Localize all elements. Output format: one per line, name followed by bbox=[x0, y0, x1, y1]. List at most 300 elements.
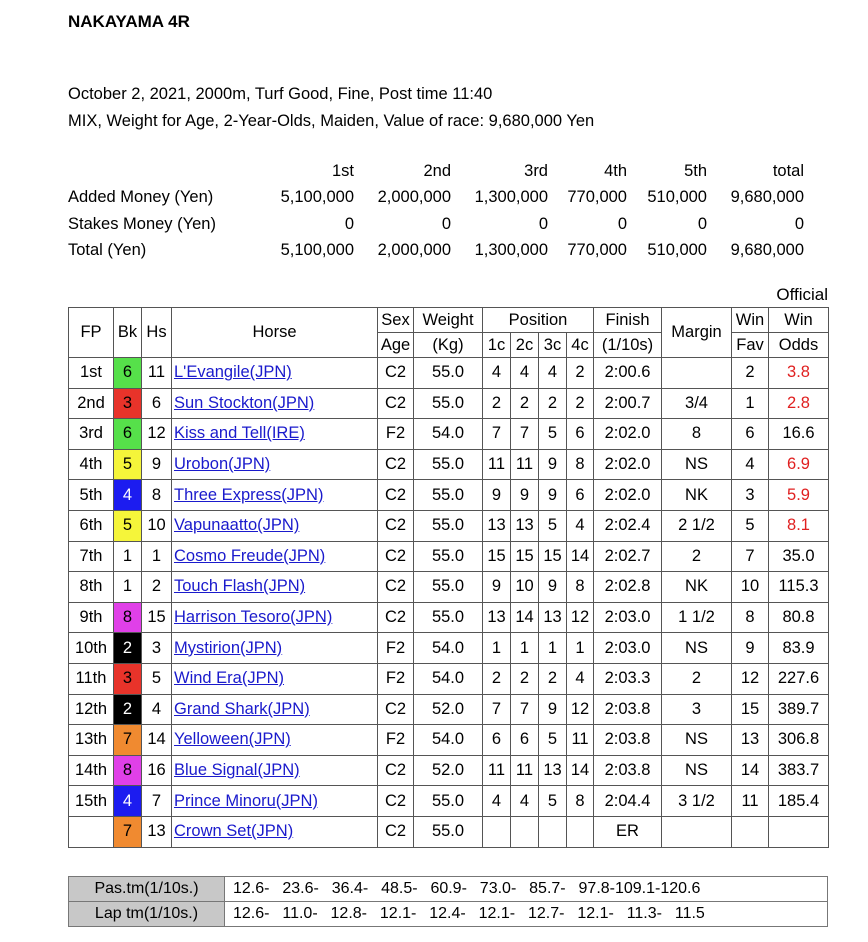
result-row bbox=[69, 694, 829, 725]
cell-finish-time: 2:02.7 bbox=[594, 541, 662, 572]
cell-pos-4c: 12 bbox=[567, 602, 594, 633]
money-row bbox=[68, 238, 804, 265]
cell-horse-number: 11 bbox=[142, 358, 172, 389]
cell-pos-1c: 11 bbox=[483, 449, 511, 480]
header-win-odds: Win bbox=[769, 308, 829, 333]
cell-horse bbox=[172, 725, 378, 756]
horse-link[interactable]: Urobon(JPN) bbox=[174, 455, 271, 474]
result-row bbox=[69, 388, 829, 419]
cell-pos-1c: 9 bbox=[483, 572, 511, 603]
cell-pos-2c: 2 bbox=[511, 663, 539, 694]
money-header: total bbox=[772, 161, 804, 180]
cell-finish-time: 2:03.0 bbox=[594, 633, 662, 664]
money-row-label: Total (Yen) bbox=[68, 241, 147, 260]
cell-win-fav: 7 bbox=[732, 541, 769, 572]
money-value: 5,100,000 bbox=[280, 241, 354, 260]
cell-fp: 8th bbox=[69, 572, 114, 603]
cell-win-odds: 6.9 bbox=[769, 449, 829, 480]
cell-horse bbox=[172, 694, 378, 725]
cell-bracket: 2 bbox=[114, 633, 142, 664]
cell-pos-1c: 6 bbox=[483, 725, 511, 756]
cell-finish-time: 2:02.0 bbox=[594, 449, 662, 480]
money-header: 2nd bbox=[423, 161, 451, 180]
cell-horse bbox=[172, 572, 378, 603]
cell-win-fav: 3 bbox=[732, 480, 769, 511]
money-header: 5th bbox=[684, 161, 707, 180]
cell-win-fav: 15 bbox=[732, 694, 769, 725]
horse-link[interactable]: Grand Shark(JPN) bbox=[174, 699, 310, 718]
cell-weight: 55.0 bbox=[414, 602, 483, 633]
cell-bracket: 5 bbox=[114, 449, 142, 480]
cell-horse-number: 16 bbox=[142, 755, 172, 786]
cell-fp: 5th bbox=[69, 480, 114, 511]
cell-horse bbox=[172, 510, 378, 541]
horse-link[interactable]: Prince Minoru(JPN) bbox=[174, 791, 318, 810]
cell-finish-time: 2:02.8 bbox=[594, 572, 662, 603]
cell-pos-4c: 6 bbox=[567, 480, 594, 511]
cell-horse bbox=[172, 541, 378, 572]
header-1c: 1c bbox=[483, 333, 511, 358]
header-weight: Weight bbox=[414, 308, 483, 333]
cell-margin: 3 bbox=[662, 694, 732, 725]
cell-bracket: 7 bbox=[114, 725, 142, 756]
cell-pos-3c: 13 bbox=[539, 755, 567, 786]
cell-sex-age: C2 bbox=[378, 602, 414, 633]
cell-pos-4c: 4 bbox=[567, 663, 594, 694]
cell-margin: 2 bbox=[662, 541, 732, 572]
cell-pos-4c: 11 bbox=[567, 725, 594, 756]
cell-bracket: 7 bbox=[114, 816, 142, 847]
cell-horse bbox=[172, 480, 378, 511]
cell-win-odds: 3.8 bbox=[769, 358, 829, 389]
header-finish-unit: (1/10s) bbox=[594, 333, 662, 358]
cell-win-fav: 10 bbox=[732, 572, 769, 603]
cell-horse-number: 12 bbox=[142, 419, 172, 450]
cell-win-odds: 383.7 bbox=[769, 755, 829, 786]
cell-bracket: 1 bbox=[114, 572, 142, 603]
cell-win-fav: 14 bbox=[732, 755, 769, 786]
cell-bracket: 2 bbox=[114, 694, 142, 725]
header-odds: Odds bbox=[769, 333, 829, 358]
cell-horse-number: 1 bbox=[142, 541, 172, 572]
header-finish: Finish bbox=[594, 308, 662, 333]
lap-time-values: 12.6- 11.0- 12.8- 12.1- 12.4- 12.1- 12.7- 12.1- 11.3- 11.5 bbox=[225, 902, 828, 927]
cell-weight: 55.0 bbox=[414, 541, 483, 572]
cell-margin: 2 1/2 bbox=[662, 510, 732, 541]
cell-bracket: 3 bbox=[114, 388, 142, 419]
money-value: 2,000,000 bbox=[377, 241, 451, 260]
header-fav: Fav bbox=[732, 333, 769, 358]
pas-time-label: Pas.tm(1/10s.) bbox=[69, 877, 225, 902]
cell-weight: 52.0 bbox=[414, 694, 483, 725]
cell-win-odds: 83.9 bbox=[769, 633, 829, 664]
money-value: 0 bbox=[697, 214, 707, 233]
header-2c: 2c bbox=[511, 333, 539, 358]
cell-pos-1c: 7 bbox=[483, 694, 511, 725]
cell-pos-1c: 11 bbox=[483, 755, 511, 786]
header-horse: Horse bbox=[172, 308, 378, 358]
results-table bbox=[68, 307, 829, 848]
money-value: 0 bbox=[794, 214, 804, 233]
cell-margin: 1 1/2 bbox=[662, 602, 732, 633]
cell-finish-time: 2:02.0 bbox=[594, 419, 662, 450]
cell-pos-4c bbox=[567, 816, 594, 847]
cell-sex-age: C2 bbox=[378, 449, 414, 480]
cell-horse bbox=[172, 419, 378, 450]
cell-win-odds: 2.8 bbox=[769, 388, 829, 419]
cell-weight: 54.0 bbox=[414, 419, 483, 450]
cell-win-fav: 1 bbox=[732, 388, 769, 419]
cell-fp: 1st bbox=[69, 358, 114, 389]
header-margin: Margin bbox=[662, 308, 732, 358]
cell-fp: 14th bbox=[69, 755, 114, 786]
cell-win-odds: 5.9 bbox=[769, 480, 829, 511]
result-row bbox=[69, 572, 829, 603]
result-row bbox=[69, 358, 829, 389]
cell-horse bbox=[172, 449, 378, 480]
cell-margin: 3 1/2 bbox=[662, 786, 732, 817]
cell-win-odds: 115.3 bbox=[769, 572, 829, 603]
cell-margin: NS bbox=[662, 755, 732, 786]
money-value: 0 bbox=[538, 214, 548, 233]
result-row bbox=[69, 786, 829, 817]
cell-pos-1c: 4 bbox=[483, 786, 511, 817]
cell-pos-2c: 11 bbox=[511, 449, 539, 480]
cell-horse bbox=[172, 633, 378, 664]
cell-horse-number: 3 bbox=[142, 633, 172, 664]
cell-win-fav bbox=[732, 816, 769, 847]
money-row bbox=[68, 211, 804, 238]
money-header: 3rd bbox=[524, 161, 548, 180]
cell-win-fav: 4 bbox=[732, 449, 769, 480]
result-row bbox=[69, 633, 829, 664]
cell-bracket: 6 bbox=[114, 419, 142, 450]
result-row bbox=[69, 419, 829, 450]
money-header: 1st bbox=[331, 161, 354, 180]
result-row bbox=[69, 510, 829, 541]
header-4c: 4c bbox=[567, 333, 594, 358]
cell-margin: NS bbox=[662, 633, 732, 664]
cell-pos-4c: 1 bbox=[567, 633, 594, 664]
cell-bracket: 5 bbox=[114, 510, 142, 541]
cell-pos-2c: 4 bbox=[511, 786, 539, 817]
money-value: 2,000,000 bbox=[377, 188, 451, 207]
horse-link[interactable]: Sun Stockton(JPN) bbox=[174, 393, 315, 412]
cell-bracket: 8 bbox=[114, 602, 142, 633]
cell-weight: 54.0 bbox=[414, 663, 483, 694]
horse-link[interactable]: Wind Era(JPN) bbox=[174, 669, 285, 688]
cell-weight: 55.0 bbox=[414, 816, 483, 847]
cell-win-odds: 16.6 bbox=[769, 419, 829, 450]
cell-weight: 54.0 bbox=[414, 725, 483, 756]
money-value: 0 bbox=[441, 214, 451, 233]
cell-win-fav: 6 bbox=[732, 419, 769, 450]
cell-fp: 15th bbox=[69, 786, 114, 817]
cell-sex-age: F2 bbox=[378, 633, 414, 664]
cell-pos-1c bbox=[483, 816, 511, 847]
cell-horse-number: 15 bbox=[142, 602, 172, 633]
cell-sex-age: F2 bbox=[378, 725, 414, 756]
cell-fp: 11th bbox=[69, 663, 114, 694]
money-value: 1,300,000 bbox=[474, 188, 548, 207]
cell-pos-3c: 5 bbox=[539, 786, 567, 817]
header-bk: Bk bbox=[114, 308, 142, 358]
cell-weight: 55.0 bbox=[414, 449, 483, 480]
horse-link[interactable]: Crown Set(JPN) bbox=[174, 822, 294, 841]
cell-sex-age: C2 bbox=[378, 694, 414, 725]
header-fp: FP bbox=[69, 308, 114, 358]
cell-pos-2c: 2 bbox=[511, 388, 539, 419]
cell-pos-4c: 8 bbox=[567, 449, 594, 480]
cell-fp: 9th bbox=[69, 602, 114, 633]
cell-horse-number: 13 bbox=[142, 816, 172, 847]
cell-pos-3c: 9 bbox=[539, 480, 567, 511]
cell-weight: 55.0 bbox=[414, 510, 483, 541]
cell-win-odds: 35.0 bbox=[769, 541, 829, 572]
cell-finish-time: 2:00.7 bbox=[594, 388, 662, 419]
cell-margin bbox=[662, 358, 732, 389]
cell-pos-4c: 6 bbox=[567, 419, 594, 450]
cell-pos-1c: 13 bbox=[483, 602, 511, 633]
horse-link[interactable]: Three Express(JPN) bbox=[174, 485, 324, 504]
horse-link[interactable]: Mystirion(JPN) bbox=[174, 638, 283, 657]
cell-horse bbox=[172, 786, 378, 817]
horse-link[interactable]: Blue Signal(JPN) bbox=[174, 761, 300, 780]
cell-fp: 4th bbox=[69, 449, 114, 480]
cell-pos-2c: 11 bbox=[511, 755, 539, 786]
cell-pos-2c: 9 bbox=[511, 480, 539, 511]
cell-win-fav: 2 bbox=[732, 358, 769, 389]
cell-pos-1c: 4 bbox=[483, 358, 511, 389]
cell-pos-4c: 4 bbox=[567, 510, 594, 541]
horse-link[interactable]: Touch Flash(JPN) bbox=[174, 577, 306, 596]
header-hs: Hs bbox=[142, 308, 172, 358]
cell-pos-1c: 7 bbox=[483, 419, 511, 450]
cell-pos-4c: 8 bbox=[567, 786, 594, 817]
money-row-label: Stakes Money (Yen) bbox=[68, 214, 216, 233]
cell-pos-1c: 15 bbox=[483, 541, 511, 572]
cell-win-fav: 8 bbox=[732, 602, 769, 633]
money-row bbox=[68, 185, 804, 212]
cell-horse-number: 5 bbox=[142, 663, 172, 694]
cell-pos-2c: 14 bbox=[511, 602, 539, 633]
cell-fp: 13th bbox=[69, 725, 114, 756]
cell-win-odds: 80.8 bbox=[769, 602, 829, 633]
cell-pos-2c: 13 bbox=[511, 510, 539, 541]
cell-weight: 52.0 bbox=[414, 755, 483, 786]
cell-horse-number: 7 bbox=[142, 786, 172, 817]
horse-link[interactable]: Kiss and Tell(IRE) bbox=[174, 424, 305, 443]
cell-horse-number: 2 bbox=[142, 572, 172, 603]
cell-sex-age: C2 bbox=[378, 755, 414, 786]
cell-finish-time: 2:03.0 bbox=[594, 602, 662, 633]
result-row bbox=[69, 480, 829, 511]
pas-time-values: 12.6- 23.6- 36.4- 48.5- 60.9- 73.0- 85.7- 97.8-109.1-120.6 bbox=[225, 877, 828, 902]
money-value: 0 bbox=[617, 214, 627, 233]
cell-sex-age: C2 bbox=[378, 786, 414, 817]
cell-pos-4c: 14 bbox=[567, 755, 594, 786]
header-win-fav: Win bbox=[732, 308, 769, 333]
cell-pos-1c: 1 bbox=[483, 633, 511, 664]
cell-bracket: 4 bbox=[114, 480, 142, 511]
cell-horse bbox=[172, 755, 378, 786]
cell-bracket: 3 bbox=[114, 663, 142, 694]
cell-horse bbox=[172, 816, 378, 847]
money-value: 9,680,000 bbox=[730, 188, 804, 207]
cell-win-odds: 389.7 bbox=[769, 694, 829, 725]
cell-fp: 6th bbox=[69, 510, 114, 541]
header-sex: Sex bbox=[378, 308, 414, 333]
cell-pos-3c: 5 bbox=[539, 419, 567, 450]
result-row bbox=[69, 816, 829, 847]
money-value: 770,000 bbox=[567, 188, 627, 207]
cell-margin: 2 bbox=[662, 663, 732, 694]
cell-sex-age: F2 bbox=[378, 663, 414, 694]
cell-sex-age: C2 bbox=[378, 388, 414, 419]
cell-pos-2c: 1 bbox=[511, 633, 539, 664]
header-3c: 3c bbox=[539, 333, 567, 358]
cell-pos-3c: 2 bbox=[539, 663, 567, 694]
cell-win-fav: 13 bbox=[732, 725, 769, 756]
cell-fp: 12th bbox=[69, 694, 114, 725]
cell-bracket: 8 bbox=[114, 755, 142, 786]
cell-weight: 55.0 bbox=[414, 786, 483, 817]
cell-win-fav: 11 bbox=[732, 786, 769, 817]
cell-pos-3c: 2 bbox=[539, 388, 567, 419]
cell-pos-4c: 8 bbox=[567, 572, 594, 603]
cell-sex-age: C2 bbox=[378, 541, 414, 572]
cell-fp bbox=[69, 816, 114, 847]
horse-link[interactable]: L'Evangile(JPN) bbox=[174, 363, 292, 382]
cell-horse-number: 10 bbox=[142, 510, 172, 541]
cell-horse-number: 4 bbox=[142, 694, 172, 725]
horse-link[interactable]: Harrison Tesoro(JPN) bbox=[174, 608, 333, 627]
cell-win-fav: 9 bbox=[732, 633, 769, 664]
cell-win-odds: 8.1 bbox=[769, 510, 829, 541]
cell-pos-2c: 15 bbox=[511, 541, 539, 572]
cell-pos-2c: 10 bbox=[511, 572, 539, 603]
cell-weight: 55.0 bbox=[414, 388, 483, 419]
cell-finish-time: 2:02.0 bbox=[594, 480, 662, 511]
cell-finish-time: 2:03.3 bbox=[594, 663, 662, 694]
cell-pos-1c: 2 bbox=[483, 663, 511, 694]
cell-finish-time: 2:04.4 bbox=[594, 786, 662, 817]
money-value: 0 bbox=[344, 214, 354, 233]
money-value: 5,100,000 bbox=[280, 188, 354, 207]
money-value: 1,300,000 bbox=[474, 241, 548, 260]
cell-pos-3c bbox=[539, 816, 567, 847]
official-label: Official bbox=[776, 285, 828, 304]
cell-pos-2c bbox=[511, 816, 539, 847]
cell-pos-1c: 9 bbox=[483, 480, 511, 511]
cell-finish-time: 2:03.8 bbox=[594, 725, 662, 756]
cell-sex-age: C2 bbox=[378, 480, 414, 511]
cell-horse bbox=[172, 388, 378, 419]
cell-sex-age: C2 bbox=[378, 572, 414, 603]
cell-horse-number: 8 bbox=[142, 480, 172, 511]
money-value: 510,000 bbox=[647, 241, 707, 260]
cell-horse bbox=[172, 602, 378, 633]
cell-fp: 2nd bbox=[69, 388, 114, 419]
race-info-line1: October 2, 2021, 2000m, Turf Good, Fine, Post time 11:40 bbox=[68, 85, 493, 103]
cell-weight: 55.0 bbox=[414, 572, 483, 603]
cell-horse-number: 6 bbox=[142, 388, 172, 419]
cell-sex-age: C2 bbox=[378, 816, 414, 847]
cell-finish-time: 2:03.8 bbox=[594, 694, 662, 725]
cell-bracket: 4 bbox=[114, 786, 142, 817]
header-age: Age bbox=[378, 333, 414, 358]
cell-pos-1c: 2 bbox=[483, 388, 511, 419]
race-title: NAKAYAMA 4R bbox=[68, 12, 190, 31]
cell-pos-2c: 4 bbox=[511, 358, 539, 389]
cell-margin bbox=[662, 816, 732, 847]
prize-money-table bbox=[68, 158, 804, 264]
cell-sex-age: F2 bbox=[378, 419, 414, 450]
cell-win-odds: 227.6 bbox=[769, 663, 829, 694]
cell-pos-3c: 13 bbox=[539, 602, 567, 633]
cell-pos-2c: 7 bbox=[511, 694, 539, 725]
cell-margin: 8 bbox=[662, 419, 732, 450]
cell-pos-3c: 9 bbox=[539, 449, 567, 480]
cell-win-odds: 185.4 bbox=[769, 786, 829, 817]
result-row bbox=[69, 602, 829, 633]
horse-link[interactable]: Vapunaatto(JPN) bbox=[174, 516, 300, 535]
race-info-line2: MIX, Weight for Age, 2-Year-Olds, Maiden, Value of race: 9,680,000 Yen bbox=[68, 112, 595, 130]
result-row bbox=[69, 449, 829, 480]
cell-pos-3c: 9 bbox=[539, 572, 567, 603]
lap-time-label: Lap tm(1/10s.) bbox=[69, 902, 225, 927]
money-value: 9,680,000 bbox=[730, 241, 804, 260]
cell-horse bbox=[172, 358, 378, 389]
cell-margin: NK bbox=[662, 572, 732, 603]
result-row bbox=[69, 755, 829, 786]
cell-pos-4c: 2 bbox=[567, 388, 594, 419]
cell-margin: NS bbox=[662, 449, 732, 480]
cell-pos-3c: 5 bbox=[539, 510, 567, 541]
money-header: 4th bbox=[604, 161, 627, 180]
cell-horse bbox=[172, 663, 378, 694]
money-row-label: Added Money (Yen) bbox=[68, 188, 214, 207]
money-value: 770,000 bbox=[567, 241, 627, 260]
cell-fp: 3rd bbox=[69, 419, 114, 450]
cell-fp: 10th bbox=[69, 633, 114, 664]
cell-margin: NK bbox=[662, 480, 732, 511]
cell-finish-time: 2:03.8 bbox=[594, 755, 662, 786]
horse-link[interactable]: Yelloween(JPN) bbox=[174, 730, 291, 749]
cell-pos-4c: 12 bbox=[567, 694, 594, 725]
money-value: 510,000 bbox=[647, 188, 707, 207]
cell-fp: 7th bbox=[69, 541, 114, 572]
cell-weight: 55.0 bbox=[414, 480, 483, 511]
cell-sex-age: C2 bbox=[378, 358, 414, 389]
result-row bbox=[69, 541, 829, 572]
cell-pos-3c: 5 bbox=[539, 725, 567, 756]
horse-link[interactable]: Cosmo Freude(JPN) bbox=[174, 546, 326, 565]
cell-margin: NS bbox=[662, 725, 732, 756]
cell-horse-number: 14 bbox=[142, 725, 172, 756]
cell-pos-4c: 2 bbox=[567, 358, 594, 389]
cell-win-fav: 12 bbox=[732, 663, 769, 694]
header-kg: (Kg) bbox=[414, 333, 483, 358]
cell-pos-3c: 15 bbox=[539, 541, 567, 572]
cell-pos-3c: 4 bbox=[539, 358, 567, 389]
lap-times-table bbox=[68, 876, 828, 927]
cell-win-odds bbox=[769, 816, 829, 847]
cell-weight: 55.0 bbox=[414, 358, 483, 389]
cell-sex-age: C2 bbox=[378, 510, 414, 541]
cell-margin: 3/4 bbox=[662, 388, 732, 419]
cell-bracket: 6 bbox=[114, 358, 142, 389]
